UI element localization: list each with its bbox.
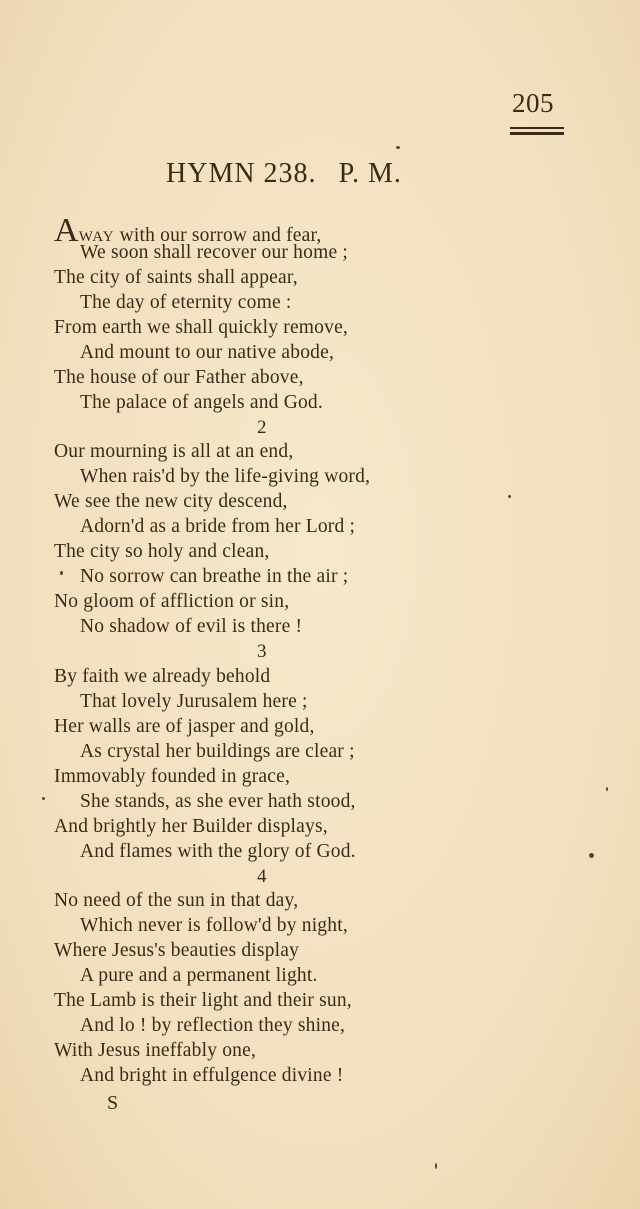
verse-line: Immovably founded in grace, [54,766,291,787]
verse-line: The day of eternity come : [80,292,292,313]
ink-fleck [42,797,45,800]
verse-line: By faith we already behold [54,666,271,687]
verse-number: 2 [257,417,267,438]
verse-line: And bright in effulgence divine ! [80,1065,344,1086]
hymn-number: HYMN 238. [166,158,317,189]
verse-line: AWAY with our sorrow and fear, [54,212,322,249]
verse-line: And lo ! by reflection they shine, [80,1015,346,1036]
verse-line: No gloom of affliction or sin, [54,591,290,612]
header-rule [510,127,564,129]
verse-line: Which never is follow'd by night, [80,915,348,936]
verse-line: The palace of angels and God. [80,392,323,413]
verse-line: She stands, as she ever hath stood, [80,791,356,812]
verse-line: With Jesus ineffably one, [54,1040,257,1061]
ink-fleck [508,495,511,498]
verse-line: The house of our Father above, [54,367,304,388]
verse-line: And brightly her Builder displays, [54,816,328,837]
hymn-title [166,158,402,190]
first-word-rest: WAY [78,229,115,245]
verse-line: As crystal her buildings are clear ; [80,741,355,762]
verse-line: The city of saints shall appear, [54,267,298,288]
ink-fleck [606,787,608,791]
verse-line: That lovely Jurusalem here ; [80,691,308,712]
verse-line: When rais'd by the life-giving word, [80,466,371,487]
verse-line: Her walls are of jasper and gold, [54,716,315,737]
verse-line: No need of the sun in that day, [54,890,299,911]
ink-fleck [396,146,400,149]
verse-line: And flames with the glory of God. [80,841,356,862]
ink-fleck [60,571,63,575]
verse-line: We soon shall recover our home ; [80,242,349,263]
verse-number: 4 [257,866,267,887]
header-rule [510,132,564,135]
verse-line: Where Jesus's beauties display [54,940,300,961]
verse-line: No sorrow can breathe in the air ; [80,566,349,587]
verse-line: Our mourning is all at an end, [54,441,294,462]
verse-number: 3 [257,641,267,662]
catchword: S [107,1092,119,1114]
verse-line: Adorn'd as a bride from her Lord ; [80,516,356,537]
verse-line: The Lamb is their light and their sun, [54,990,352,1011]
verse-line: And mount to our native abode, [80,342,335,363]
ink-fleck [589,853,594,858]
verse-line: From earth we shall quickly remove, [54,317,349,338]
verse-line: No shadow of evil is there ! [80,616,303,637]
verse-line: A pure and a permanent light. [80,965,318,986]
verse-line: We see the new city descend, [54,491,288,512]
page-number: 205 [512,88,554,118]
hymn-meter: P. M. [338,158,402,189]
drop-cap: A [54,212,79,249]
verse-line: The city so holy and clean, [54,541,270,562]
ink-fleck [435,1163,437,1169]
